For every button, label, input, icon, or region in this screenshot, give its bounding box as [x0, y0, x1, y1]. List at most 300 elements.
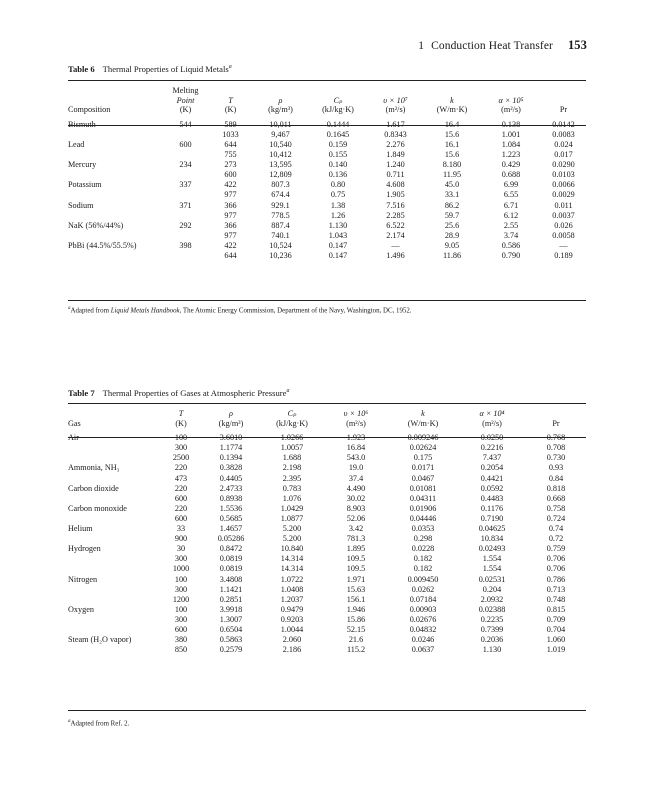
table7-cell: Helium — [68, 524, 93, 534]
table6-caption — [68, 64, 232, 74]
table7 — [68, 409, 586, 655]
table6-cell: 2.174 — [386, 230, 405, 240]
table7-cell — [68, 595, 160, 605]
table7-cell: 0.0592 — [480, 483, 504, 493]
table6-cell: 0.0142 — [552, 119, 575, 129]
table7-cell: 14.314 — [280, 554, 304, 564]
table7-cell: 1000 — [172, 564, 190, 574]
table7-cell: 15.86 — [346, 614, 366, 624]
table7-cell: 0.009246 — [407, 433, 439, 443]
table6-cell — [163, 211, 208, 221]
table6-footnote-source: Liquid Metals Handbook, — [110, 307, 182, 315]
table6-column-header: Melting — [172, 86, 199, 95]
table7-cell: 1.554 — [482, 554, 502, 564]
table6-column-header: k — [450, 95, 454, 105]
table7-cell: 0.7399 — [480, 624, 504, 634]
table7-column-header: ρ — [229, 409, 233, 418]
table6-column-header: (K) — [179, 105, 192, 115]
table7-footnote — [68, 719, 129, 727]
table6-row — [68, 201, 586, 211]
table7-cell: 0.182 — [413, 554, 433, 564]
table6-cell: 10,011 — [269, 119, 292, 129]
table6-cell — [163, 251, 208, 261]
table6-cell: NaK (56%/44%) — [68, 220, 124, 230]
table6-header-row — [68, 105, 586, 115]
table7-cell: 0.786 — [546, 574, 566, 584]
table7-cell: 0.0467 — [411, 473, 435, 483]
table6-cell: 544 — [179, 119, 192, 129]
table7-cell: 0.175 — [413, 453, 433, 463]
table7-cell — [68, 564, 160, 574]
table7-cell: 0.4483 — [480, 493, 504, 503]
table7-cell: 2.186 — [282, 645, 302, 655]
table6-cell: 755 — [224, 150, 237, 160]
table6-column-header: Cₚ — [333, 95, 343, 105]
table7-bottom-rule — [68, 710, 586, 711]
table7-cell: 1.946 — [346, 604, 366, 614]
table7-cell: 0.6504 — [219, 624, 243, 634]
table7-cell: 0.72 — [548, 534, 564, 544]
table7-cell: 0.709 — [546, 614, 566, 624]
table7-cell: 2.198 — [282, 463, 302, 473]
table6-column-header: (m²/s) — [501, 105, 521, 115]
table6-bottom-rule — [68, 300, 586, 301]
table7-cell — [68, 534, 160, 544]
table6-cell: 10,412 — [269, 150, 292, 160]
chapter-number: 1 — [418, 40, 425, 52]
table6-cell: 1.130 — [328, 220, 348, 230]
table6-cell: 977 — [224, 190, 237, 200]
table6-cell: 0.790 — [501, 251, 521, 260]
table6-cell: 0.0058 — [552, 230, 575, 240]
table6-cell: 0.80 — [330, 180, 346, 190]
table7-cell: 0.02676 — [409, 614, 437, 624]
table6-cell: 398 — [179, 240, 192, 250]
table7-cell: 1.0722 — [280, 574, 304, 584]
table7-row — [68, 463, 586, 473]
table7-row — [68, 524, 586, 534]
table7-cell: 1.060 — [546, 635, 566, 645]
table7-cell: 0.204 — [482, 584, 502, 594]
table7-cell: Hydrogen — [68, 544, 101, 554]
table7-cell: 0.74 — [548, 524, 564, 534]
table7-cell: 52.06 — [346, 513, 366, 523]
table6-cell: 2.285 — [386, 210, 405, 220]
table7-cell: 220 — [174, 463, 188, 473]
table6-column-header: α × 10⁵ — [498, 95, 524, 105]
table6-cell — [68, 150, 163, 160]
table6-cell: 674.4 — [271, 190, 290, 200]
table7-row — [68, 564, 586, 574]
table7-cell: 0.0637 — [411, 645, 435, 655]
table7-cell: 0.8472 — [219, 544, 243, 554]
table7-cell: 1.130 — [482, 645, 502, 655]
table6-column-header: (kg/m³) — [268, 105, 293, 115]
table7-cell — [68, 585, 160, 595]
table7-cell: Steam (H₂O vapor) — [68, 635, 132, 645]
table7-cell: 0.02624 — [409, 443, 437, 453]
table6-column-header: (W/m·K) — [436, 105, 468, 115]
table7-top-rule — [68, 403, 586, 404]
table6-footnote-prefix: Adapted from — [70, 307, 111, 315]
table7-cell: 380 — [174, 635, 188, 645]
table7-cell: 0.706 — [546, 554, 566, 564]
table6-cell: 6.71 — [503, 200, 519, 210]
table7-cell: 1.5536 — [219, 503, 243, 513]
table7-header-row — [68, 419, 586, 429]
table6-cell: 887.4 — [271, 220, 290, 230]
table7-cell: 1.971 — [346, 574, 366, 584]
table6-cell: 4.608 — [386, 180, 405, 190]
table6-cell: 366 — [224, 200, 237, 210]
table7-cell: 0.02493 — [478, 544, 506, 554]
table7-cell: 0.0250 — [480, 433, 504, 443]
table7-cell: 1.0266 — [280, 433, 304, 443]
table7-cell — [68, 474, 160, 484]
table6-cell: 600 — [224, 170, 237, 180]
table6-cell: 273 — [224, 160, 237, 170]
table7-cell: 0.84 — [548, 473, 564, 483]
table7-cell: 0.2851 — [219, 594, 243, 604]
table6-cell: 422 — [224, 180, 237, 190]
table7-cell: 30 — [176, 544, 186, 554]
table6-cell: 13,595 — [269, 160, 292, 170]
table7-cell: 0.783 — [282, 483, 302, 493]
table7-cell: 3.9918 — [219, 604, 243, 614]
table7-cell: 0.0353 — [411, 524, 435, 534]
table6-cell: 11.86 — [442, 251, 462, 260]
table6-cell: 0.1645 — [326, 129, 350, 139]
table7-cell: 2.395 — [282, 473, 302, 483]
table6-cell: 778.5 — [271, 210, 290, 220]
table6-cell: 6.522 — [386, 220, 405, 230]
table7-column-header — [68, 409, 160, 419]
table6-row — [68, 211, 586, 221]
table6-row — [68, 170, 586, 180]
table6-title: Thermal Properties of Liquid Metals — [102, 64, 229, 74]
table7-cell: 0.0171 — [411, 463, 435, 473]
table6-cell — [68, 170, 163, 180]
table7-cell: 1.1421 — [219, 584, 243, 594]
table7-column-header: (kJ/kg·K) — [276, 418, 308, 428]
table6-header-row — [68, 86, 586, 96]
table7-cell: 1.2037 — [280, 594, 304, 604]
table7-cell: 220 — [174, 503, 188, 513]
table7-cell: 543.0 — [346, 453, 366, 463]
table6-cell: 0.011 — [554, 200, 573, 210]
table6-cell: 0.155 — [328, 150, 348, 160]
table7-row — [68, 443, 586, 453]
table6-cell: 0.024 — [554, 139, 573, 149]
table7-row — [68, 575, 586, 585]
table6-column-header — [423, 86, 481, 96]
table7-cell: 900 — [174, 534, 188, 544]
table6-cell: 16.4 — [444, 119, 460, 129]
table6-cell: 0.688 — [501, 170, 521, 180]
table7-row — [68, 625, 586, 635]
table7-cell — [68, 625, 160, 635]
table6-cell: 0.586 — [501, 240, 521, 250]
table6-column-header — [208, 86, 253, 96]
table7-title: Thermal Properties of Gases at Atmospheric Pressure — [102, 388, 287, 398]
table6-column-header — [481, 86, 541, 96]
table7-cell: 0.04625 — [478, 524, 506, 534]
table7-cell: 0.708 — [546, 443, 566, 453]
table7-cell: 1.923 — [346, 433, 366, 443]
table7-cell: 0.93 — [548, 463, 564, 473]
table7-row — [68, 605, 586, 615]
table7-cell: 0.2235 — [480, 614, 504, 624]
table6-cell: 10,540 — [269, 139, 292, 149]
table7-cell: 30.02 — [346, 493, 366, 503]
table7-cell: 0.01081 — [409, 483, 437, 493]
table7-cell: 156.1 — [346, 594, 366, 604]
table7-cell: 3.6010 — [219, 433, 243, 443]
table7-row — [68, 585, 586, 595]
page-number: 153 — [567, 38, 587, 52]
table6-cell: Sodium — [68, 200, 94, 210]
table6-cell: 0.0066 — [552, 180, 575, 190]
table6-row — [68, 241, 586, 251]
table7-column-header: Gas — [68, 418, 81, 428]
table7-cell: 0.815 — [546, 604, 566, 614]
table6-column-header — [541, 96, 586, 106]
table6-cell: 0.429 — [501, 160, 521, 170]
table7-cell: 850 — [174, 645, 188, 655]
table6-cell: 16.1 — [444, 139, 460, 149]
table6-cell: Potassium — [68, 180, 102, 190]
table7-row — [68, 484, 586, 494]
table7-cell: 10.840 — [280, 544, 304, 554]
table6-cell: 2.276 — [386, 139, 405, 149]
table6-cell: 0.711 — [386, 170, 405, 180]
table7-cell: 1.0408 — [280, 584, 304, 594]
table6-cell: 740.1 — [271, 230, 290, 240]
table7-cell: 600 — [174, 493, 188, 503]
table6-cell: 1.223 — [501, 150, 521, 160]
table7-cell: 0.0228 — [411, 544, 435, 554]
table7-cell: 14.314 — [280, 564, 304, 574]
table7-row — [68, 645, 586, 655]
table7-cell: 1.4657 — [219, 524, 243, 534]
table6-cell — [68, 231, 163, 241]
table6-cell — [163, 231, 208, 241]
table7-row — [68, 514, 586, 524]
table7-cell: 0.01906 — [409, 503, 437, 513]
table7-row — [68, 635, 586, 645]
table6-cell: 10,236 — [269, 251, 292, 260]
table7-cell: 0.2054 — [480, 463, 504, 473]
table6-top-rule — [68, 80, 586, 81]
table7-cell: 37.4 — [348, 473, 364, 483]
table6-cell: 589 — [224, 119, 237, 129]
table6-cell: 12,809 — [269, 170, 292, 180]
table6-cell: 1033 — [222, 129, 239, 139]
table6-column-header — [68, 96, 163, 106]
table6-cell: Mercury — [68, 160, 97, 170]
table7-cell: 0.02388 — [478, 604, 506, 614]
table7-cell — [68, 453, 160, 463]
table7-cell: 0.758 — [546, 503, 566, 513]
table6-cell: 644 — [224, 251, 237, 260]
table7-cell: 0.2579 — [219, 645, 243, 655]
table7-cell: 2.060 — [282, 635, 302, 645]
table7-cell: 600 — [174, 513, 188, 523]
table7-cell: 0.9203 — [280, 614, 304, 624]
table6-row — [68, 140, 586, 150]
table6-column-header: Composition — [68, 105, 111, 115]
table7-cell: 1.895 — [346, 544, 366, 554]
table7-cell: 1.1774 — [219, 443, 243, 453]
table7-cell — [68, 494, 160, 504]
table7-footnote-text: Adapted from Ref. 2. — [70, 720, 130, 728]
table7-cell: 0.4405 — [219, 473, 243, 483]
table7-cell: 0.0262 — [411, 584, 435, 594]
table6-cell: Lead — [68, 139, 85, 149]
table6-column-header: ρ — [278, 95, 283, 105]
table7-cell: 1.688 — [282, 453, 302, 463]
table6-cell: 0.0290 — [552, 160, 575, 170]
table6-column-header — [68, 86, 163, 96]
table6-row — [68, 190, 586, 200]
table6-cell: 234 — [179, 160, 192, 170]
table7-column-header: k — [421, 409, 425, 418]
table7-cell: 0.0819 — [219, 554, 243, 564]
chapter-title: Conduction Heat Transfer — [431, 40, 553, 52]
table7-cell: 2500 — [172, 453, 190, 463]
table6-cell: 9.05 — [444, 240, 460, 250]
table6-footnote-suffix: The Atomic Energy Commission, Department of the Navy, Washington, DC, 1952. — [181, 307, 412, 315]
table6-cell: 28.9 — [444, 230, 460, 240]
table7-cell: 21.6 — [348, 635, 364, 645]
table7-cell: Carbon monoxide — [68, 503, 127, 513]
table7-column-header: (K) — [175, 418, 187, 428]
table7-cell: 0.00903 — [409, 604, 437, 614]
table7-cell: 0.5685 — [219, 513, 243, 523]
table6-cell: 371 — [179, 200, 192, 210]
table7-cell: 0.668 — [546, 493, 566, 503]
table6-row — [68, 150, 586, 160]
table6-column-header: υ × 10⁷ — [383, 95, 408, 105]
table6-cell: 977 — [224, 210, 237, 220]
table7-cell: 0.298 — [413, 534, 433, 544]
table7-column-header: Cₚ — [287, 409, 297, 418]
table7-row — [68, 544, 586, 554]
table6-cell: 1.496 — [386, 251, 405, 260]
table6-cell: 1.001 — [501, 129, 521, 139]
table6-column-header: T — [228, 95, 233, 105]
table6-cell: 0.75 — [330, 190, 346, 200]
table7-cell: 8.903 — [346, 503, 366, 513]
table7-cell: 0.2216 — [480, 443, 504, 453]
table7-cell: 115.2 — [346, 645, 366, 655]
table6-cell: 1.905 — [386, 190, 405, 200]
table6-footnote-mark: a — [68, 306, 71, 311]
table7-cell: 300 — [174, 443, 188, 453]
table6-cell — [163, 190, 208, 200]
table6-cell: 977 — [224, 230, 237, 240]
table7-cell: 0.07184 — [409, 594, 437, 604]
table6-cell: 0.140 — [328, 160, 348, 170]
table7-column-header: Pr — [552, 418, 560, 428]
table7-cell: 4.490 — [346, 483, 366, 493]
table7-cell: 3.42 — [348, 524, 364, 534]
table6-header-rule — [68, 125, 586, 126]
table6-cell: 59.7 — [444, 210, 460, 220]
table7-cell: 2.4733 — [219, 483, 243, 493]
table7-cell: 0.3828 — [219, 463, 243, 473]
table6-cell: 0.136 — [328, 170, 348, 180]
table7-row — [68, 615, 586, 625]
table6-cell: 11.95 — [442, 170, 462, 180]
table6-cell: 337 — [179, 180, 192, 190]
table7-cell: 220 — [174, 483, 188, 493]
table6-cell: 1.38 — [330, 200, 346, 210]
table6-cell: 0.147 — [328, 251, 348, 260]
table7-cell: 10.834 — [480, 534, 504, 544]
table6-column-header: (m²/s) — [385, 105, 406, 115]
table7-cell: 0.1394 — [219, 453, 243, 463]
table7-cell: 0.0819 — [219, 564, 243, 574]
table6-cell: 7.516 — [386, 200, 405, 210]
table7-row — [68, 453, 586, 463]
table6-cell: 1.240 — [386, 160, 405, 170]
table7-cell: 0.768 — [546, 433, 566, 443]
table7-cell: Carbon dioxide — [68, 483, 119, 493]
table7-cell: 1.076 — [282, 493, 302, 503]
table6-cell: PbBi (44.5%/55.5%) — [68, 240, 137, 250]
table6-cell: 15.6 — [444, 150, 460, 160]
table6-cell: Bismuth — [68, 119, 96, 129]
table6-cell: 644 — [224, 139, 237, 149]
table6-column-header: (kJ/kg·K) — [322, 105, 354, 115]
table6-cell: 6.55 — [503, 190, 519, 200]
table6-cell: 6.12 — [503, 210, 519, 220]
table7-cell: 0.04446 — [409, 513, 437, 523]
table6-cell: 0.1444 — [326, 119, 350, 129]
table6 — [68, 86, 586, 261]
table6-column-header: (K) — [224, 105, 237, 115]
table6-cell: 1.849 — [386, 150, 405, 160]
table6-row — [68, 231, 586, 241]
table6-cell: 33.1 — [444, 190, 460, 200]
table7-cell: 0.8938 — [219, 493, 243, 503]
table6-footnote — [68, 306, 412, 314]
table7-cell: 473 — [174, 473, 188, 483]
table7-header-row — [68, 409, 586, 419]
table7-cell: 0.748 — [546, 594, 566, 604]
table6-cell: 6.99 — [503, 180, 519, 190]
table7-row — [68, 554, 586, 564]
table7-cell: 0.1176 — [480, 503, 504, 513]
table7-cell: 1.0044 — [280, 624, 304, 634]
table7-cell: 0.9479 — [280, 604, 304, 614]
table7-cell: Nitrogen — [68, 574, 98, 584]
table6-row — [68, 180, 586, 190]
table7-cell: 19.0 — [348, 463, 364, 473]
table7-cell: 0.730 — [546, 453, 566, 463]
table7-cell: 100 — [174, 604, 188, 614]
table6-cell: 9,467 — [271, 129, 290, 139]
table7-cell: 0.04311 — [409, 493, 437, 503]
table7-cell: 52.15 — [346, 624, 366, 634]
table7-cell: 600 — [174, 624, 188, 634]
table6-cell: 1.084 — [501, 139, 521, 149]
table7-cell: 1200 — [172, 594, 190, 604]
table6-cell: 25.6 — [444, 220, 460, 230]
table6-cell: 929.1 — [271, 200, 290, 210]
table6-cell: 86.2 — [444, 200, 460, 210]
